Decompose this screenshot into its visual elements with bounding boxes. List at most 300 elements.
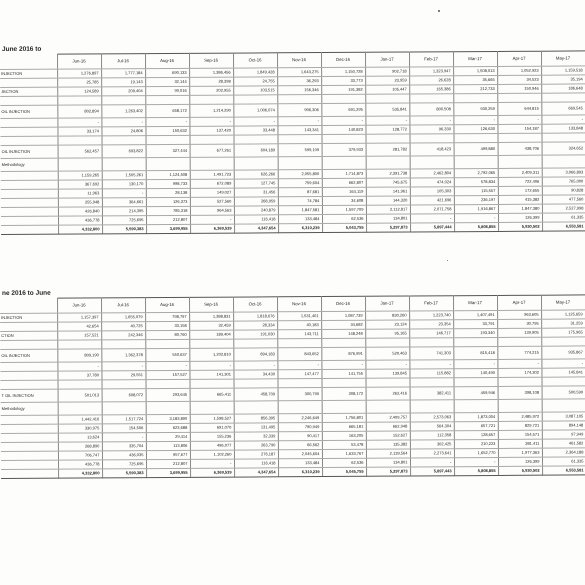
row-label: [1, 380, 58, 389]
value-cell: 3,066,893: [542, 168, 585, 177]
value-cell: 240,879: [234, 206, 278, 215]
month-header: Apr-17: [497, 51, 541, 66]
value-cell: [233, 95, 277, 104]
row-label: [0, 78, 57, 87]
value-cell: -: [57, 362, 101, 371]
value-cell: 765,000: [542, 177, 585, 186]
value-cell: [145, 95, 189, 104]
value-cell: [321, 338, 365, 347]
value-cell: 28,138: [146, 188, 190, 197]
month-header: Feb-17: [409, 296, 453, 311]
value-cell: 140,823: [321, 125, 365, 134]
value-cell: 5,297,873: [366, 467, 410, 476]
value-cell: 1,756,801: [322, 413, 366, 422]
value-cell: 255,948: [58, 198, 102, 207]
value-cell: 31,259: [541, 319, 585, 328]
value-cell: 6,553,581: [542, 466, 585, 475]
section-title: ne 2016 to June: [1, 289, 51, 297]
value-cell: -: [189, 361, 233, 370]
value-cell: 4,347,654: [234, 468, 278, 477]
value-cell: 105,447: [365, 85, 409, 94]
value-cell: 1,517,724: [102, 415, 146, 424]
value-cell: 128,772: [365, 125, 409, 134]
value-cell: 1,598,527: [190, 414, 234, 423]
value-cell: [453, 93, 497, 102]
value-cell: 1,362,378: [101, 349, 145, 362]
row-label: [1, 424, 58, 433]
row-label: [1, 198, 58, 207]
row-label: [1, 469, 58, 478]
value-cell: 174,302: [497, 368, 541, 377]
value-cell: 150,632: [145, 126, 189, 135]
value-cell: 1,125,659: [541, 310, 585, 319]
value-cell: [102, 380, 146, 389]
value-cell: -: [277, 117, 321, 126]
value-cell: 3,699,955: [146, 468, 190, 477]
value-cell: 4,332,800: [58, 225, 102, 234]
value-cell: 550,637: [145, 348, 189, 361]
value-cell: [542, 155, 585, 168]
month-header: Sep-16: [189, 297, 233, 312]
value-cell: [321, 378, 365, 387]
value-cell: 1,442,416: [58, 415, 102, 424]
value-cell: 1,531,401: [277, 312, 321, 321]
value-cell: 135,382: [366, 440, 410, 449]
value-cell: [454, 155, 498, 168]
value-cell: 32,459: [189, 321, 233, 330]
value-cell: 623,688: [146, 423, 190, 432]
value-cell: -: [497, 359, 541, 368]
value-cell: 2,273,641: [410, 449, 454, 458]
value-cell: 242,346: [101, 331, 145, 340]
table-body: [0, 51, 585, 235]
value-cell: [57, 340, 101, 349]
value-cell: 2,573,063: [410, 413, 454, 422]
value-cell: 2,792,065: [454, 168, 498, 177]
value-cell: 330,975: [58, 424, 102, 433]
value-cell: 669,545: [541, 102, 585, 115]
value-cell: 1,714,873: [322, 169, 366, 178]
value-cell: 644,815: [497, 102, 541, 115]
value-cell: 90,828: [542, 186, 585, 195]
value-cell: 212,807: [146, 459, 190, 468]
value-cell: 2,527,998: [542, 204, 585, 213]
month-header: May-17: [541, 51, 585, 66]
row-label: [1, 442, 58, 451]
value-cell: 802,894: [57, 105, 101, 118]
month-header: Aug-16: [145, 297, 189, 312]
value-cell: 1,977,363: [498, 448, 542, 457]
value-cell: 186,648: [541, 84, 585, 93]
value-cell: 930,259: [453, 102, 497, 115]
value-cell: 1,818,676: [233, 312, 277, 321]
value-cell: 876,991: [321, 347, 365, 360]
value-cell: 33,174: [57, 127, 101, 136]
table-body: [0, 295, 585, 479]
month-header: Sep-16: [189, 53, 233, 68]
value-cell: 706,747: [58, 451, 102, 460]
value-cell: [58, 136, 102, 145]
value-cell: [58, 402, 102, 415]
value-cell: 725,695: [102, 460, 146, 469]
value-cell: 40,183: [277, 321, 321, 330]
value-cell: 4,347,654: [234, 224, 278, 233]
value-cell: -: [410, 214, 454, 223]
value-cell: 785,318: [146, 206, 190, 215]
value-cell: 189,404: [189, 330, 233, 339]
value-cell: [233, 135, 277, 144]
month-header: Mar-17: [453, 295, 497, 310]
row-label: INJECTION: [0, 69, 57, 78]
value-cell: 29,551: [101, 371, 145, 380]
value-cell: -: [410, 458, 454, 467]
value-cell: 1,150,728: [321, 67, 365, 76]
value-cell: 134,801: [366, 214, 410, 223]
value-cell: [454, 399, 498, 412]
scan-speck: [438, 10, 440, 12]
value-cell: 2,364,188: [542, 448, 585, 457]
value-cell: 34,682: [321, 320, 365, 329]
value-cell: 691,295: [321, 103, 365, 116]
value-cell: [409, 134, 453, 143]
header-label-cell: [0, 298, 57, 313]
value-cell: 963,605: [497, 310, 541, 319]
value-cell: 23,124: [365, 320, 409, 329]
value-cell: 127,745: [234, 179, 278, 188]
value-cell: [541, 93, 585, 102]
value-cell: 209,404: [101, 87, 145, 96]
value-cell: 1,597,709: [322, 205, 366, 214]
value-cell: 426,840: [58, 207, 102, 216]
value-cell: 459,946: [454, 386, 498, 399]
value-cell: [189, 95, 233, 104]
value-cell: 35,665: [453, 75, 497, 84]
value-cell: 382,411: [410, 387, 454, 400]
row-label: [1, 415, 58, 424]
value-cell: [366, 156, 410, 169]
data-table: [0, 50, 585, 235]
value-cell: [541, 337, 585, 346]
value-cell: [102, 136, 146, 145]
value-cell: 6,369,539: [190, 468, 234, 477]
value-cell: 141,961: [366, 187, 410, 196]
value-cell: 327,444: [146, 144, 190, 157]
value-cell: -: [409, 360, 453, 369]
value-cell: [321, 94, 365, 103]
value-cell: 798,797: [145, 312, 189, 321]
value-cell: 367,692: [58, 180, 102, 189]
value-cell: 722,406: [498, 177, 542, 186]
value-cell: 33,448: [233, 126, 277, 135]
value-cell: 149,027: [190, 188, 234, 197]
value-cell: -: [365, 360, 409, 369]
row-label: [0, 371, 57, 380]
value-cell: [57, 96, 101, 105]
value-cell: -: [190, 459, 234, 468]
value-cell: 5,897,444: [410, 223, 454, 232]
value-cell: 262,416: [366, 387, 410, 400]
value-cell: 677,261: [190, 144, 234, 157]
value-cell: 276,187: [234, 450, 278, 459]
value-cell: 214,395: [102, 207, 146, 216]
value-cell: 293,645: [146, 388, 190, 401]
month-header: Jul-16: [101, 298, 145, 313]
value-cell: [233, 339, 277, 348]
value-cell: 134,801: [366, 458, 410, 467]
month-header: Feb-17: [409, 52, 453, 67]
value-cell: 36,293: [277, 77, 321, 86]
value-cell: -: [277, 361, 321, 370]
value-cell: 156,346: [277, 86, 321, 95]
value-cell: 139,905: [497, 328, 541, 337]
value-cell: 1,124,508: [146, 170, 190, 179]
value-cell: 165,386: [409, 85, 453, 94]
value-cell: 141,755: [321, 369, 365, 378]
value-cell: 1,508,013: [453, 66, 497, 75]
value-cell: 133,484: [278, 215, 322, 224]
value-cell: 302,425: [410, 440, 454, 449]
row-label: CTION: [0, 331, 57, 340]
value-cell: 144,320: [366, 196, 410, 205]
value-cell: 143,341: [277, 126, 321, 135]
value-cell: -: [365, 116, 409, 125]
value-cell: 964,563: [190, 206, 234, 215]
value-cell: [146, 157, 190, 170]
value-cell: 87,681: [278, 188, 322, 197]
value-cell: 62,536: [322, 458, 366, 467]
value-cell: 1,157,397: [57, 313, 101, 322]
value-cell: 61,335: [542, 213, 585, 222]
value-cell: 520,463: [365, 347, 409, 360]
value-cell: 53,478: [322, 440, 366, 449]
row-label: [0, 340, 57, 349]
value-cell: 1,223,740: [409, 311, 453, 320]
value-cell: 474,024: [410, 178, 454, 187]
value-cell: 364,661: [102, 198, 146, 207]
value-cell: 1,407,491: [453, 310, 497, 319]
value-cell: -: [102, 433, 146, 442]
value-cell: 124,589: [57, 87, 101, 96]
value-cell: 5,045,755: [322, 467, 366, 476]
value-cell: 1,873,004: [454, 412, 498, 421]
value-cell: 500,590: [542, 386, 585, 399]
value-cell: -: [321, 360, 365, 369]
value-cell: 2,485,972: [498, 412, 542, 421]
value-cell: 501,013: [58, 389, 102, 402]
month-header: Jan-17: [365, 296, 409, 311]
value-cell: 626,266: [234, 170, 278, 179]
value-cell: 130,170: [102, 180, 146, 189]
value-cell: [497, 93, 541, 102]
row-label: [1, 207, 58, 216]
value-cell: [409, 378, 453, 387]
value-cell: 34,523: [497, 75, 541, 84]
value-cell: 150,946: [497, 84, 541, 93]
value-cell: [58, 380, 102, 389]
value-cell: 415,382: [498, 195, 542, 204]
value-cell: 128,657: [454, 430, 498, 439]
value-cell: 745,675: [366, 178, 410, 187]
value-cell: 1,159,518: [541, 66, 585, 75]
row-label: Methodology: [1, 402, 58, 415]
value-cell: 28,334: [233, 321, 277, 330]
value-cell: 1,777,184: [101, 69, 145, 78]
value-cell: 1,847,380: [498, 204, 542, 213]
month-header: Dec-16: [321, 296, 365, 311]
value-cell: 90,417: [278, 432, 322, 441]
value-cell: 11,963: [58, 189, 102, 198]
value-cell: 691,070: [190, 423, 234, 432]
value-cell: [322, 400, 366, 413]
value-cell: 894,183: [233, 348, 277, 361]
value-cell: 31,456: [234, 188, 278, 197]
value-cell: 191,382: [321, 85, 365, 94]
value-cell: [278, 401, 322, 414]
value-cell: 902,718: [365, 67, 409, 76]
value-cell: 665,181: [322, 422, 366, 431]
value-cell: [541, 133, 585, 142]
value-cell: -: [409, 116, 453, 125]
value-cell: 155,236: [190, 432, 234, 441]
value-cell: 23,354: [409, 320, 453, 329]
value-cell: -: [145, 117, 189, 126]
value-cell: [190, 379, 234, 388]
value-cell: [58, 158, 102, 171]
value-cell: 1,087,739: [321, 311, 365, 320]
value-cell: [101, 340, 145, 349]
value-cell: 212,807: [146, 215, 190, 224]
value-cell: 477,560: [542, 195, 585, 204]
value-cell: -: [321, 116, 365, 125]
value-cell: 1,214,290: [189, 104, 233, 117]
value-cell: 1,052,923: [497, 66, 541, 75]
row-label: [0, 362, 57, 371]
value-cell: 148,248: [321, 329, 365, 338]
value-cell: 300,790: [278, 388, 322, 401]
value-cell: 5,930,502: [498, 222, 542, 231]
value-cell: 1,849,428: [233, 68, 277, 77]
value-cell: 74,784: [278, 197, 322, 206]
row-label: [0, 127, 57, 136]
value-cell: 80,760: [145, 330, 189, 339]
value-cell: [366, 400, 410, 413]
value-cell: 5,930,502: [498, 466, 542, 475]
month-header: May-17: [541, 295, 585, 310]
row-label: [1, 189, 58, 198]
month-header: Jun-16: [57, 298, 101, 313]
value-cell: 5,808,855: [454, 222, 498, 231]
value-cell: [190, 157, 234, 170]
value-cell: [409, 338, 453, 347]
value-cell: 604,189: [234, 144, 278, 157]
value-cell: 815,418: [453, 346, 497, 359]
value-cell: 6,553,581: [542, 222, 585, 231]
value-cell: -: [233, 361, 277, 370]
section-title: June 2016 to: [1, 45, 42, 53]
month-header: Oct-16: [233, 53, 277, 68]
value-cell: [234, 401, 278, 414]
value-cell: 1,655,079: [101, 313, 145, 322]
month-header: Jan-17: [365, 52, 409, 67]
value-cell: -: [189, 117, 233, 126]
table-section-2: [0, 289, 585, 538]
value-cell: 126,399: [498, 213, 542, 222]
value-cell: 25,785: [57, 78, 101, 87]
value-cell: 6,369,539: [190, 224, 234, 233]
value-cell: 3,087,105: [542, 412, 585, 421]
value-cell: 32,339: [234, 432, 278, 441]
value-cell: 957,677: [146, 450, 190, 459]
month-header: Aug-16: [145, 53, 189, 68]
value-cell: [190, 135, 234, 144]
row-label: INJECTION: [0, 313, 57, 322]
row-label: [0, 118, 57, 127]
value-cell: 436,035: [102, 451, 146, 460]
value-cell: 116,418: [234, 459, 278, 468]
value-cell: 3,699,955: [146, 224, 190, 233]
value-cell: [453, 337, 497, 346]
row-label: [1, 136, 58, 145]
value-cell: 741,303: [409, 347, 453, 360]
value-cell: 693,822: [102, 145, 146, 158]
value-cell: [497, 377, 541, 386]
value-cell: 856,395: [234, 414, 278, 423]
value-cell: 30,795: [497, 319, 541, 328]
value-cell: 6,310,239: [278, 224, 322, 233]
value-cell: 19,143: [101, 78, 145, 87]
value-cell: 4,332,800: [58, 469, 102, 478]
row-label: [1, 216, 58, 225]
value-cell: 90,016: [145, 86, 189, 95]
value-cell: 657,721: [454, 421, 498, 430]
value-cell: 324,652: [542, 142, 585, 155]
value-cell: 131,495: [234, 423, 278, 432]
value-cell: [101, 96, 145, 105]
value-cell: 103,515: [233, 86, 277, 95]
value-cell: 126,630: [453, 124, 497, 133]
value-cell: 2,246,649: [278, 414, 322, 423]
value-cell: [497, 337, 541, 346]
value-cell: 163,205: [322, 431, 366, 440]
value-cell: 5,297,873: [366, 223, 410, 232]
value-cell: 800,508: [409, 103, 453, 116]
value-cell: 97,949: [542, 430, 585, 439]
value-cell: 1,006,074: [233, 104, 277, 117]
row-label: [1, 460, 58, 469]
value-cell: [365, 338, 409, 347]
month-header: Jul-16: [101, 54, 145, 69]
value-cell: 29,414: [146, 432, 190, 441]
value-cell: 438,706: [498, 142, 542, 155]
value-cell: 809,190: [57, 349, 101, 362]
value-cell: 1,202,810: [189, 348, 233, 361]
value-cell: 112,358: [410, 431, 454, 440]
row-label: [1, 171, 58, 180]
value-cell: [190, 401, 234, 414]
value-cell: [233, 379, 277, 388]
value-cell: [498, 399, 542, 412]
value-cell: 145,841: [541, 368, 585, 377]
month-header: Jun-16: [57, 54, 101, 69]
value-cell: 1,388,831: [189, 312, 233, 321]
value-cell: [409, 94, 453, 103]
value-cell: 193,340: [453, 328, 497, 337]
value-cell: 115,557: [454, 186, 498, 195]
value-cell: [189, 339, 233, 348]
value-cell: 126,399: [498, 457, 542, 466]
value-cell: [322, 156, 366, 169]
value-cell: 599,109: [278, 144, 322, 157]
